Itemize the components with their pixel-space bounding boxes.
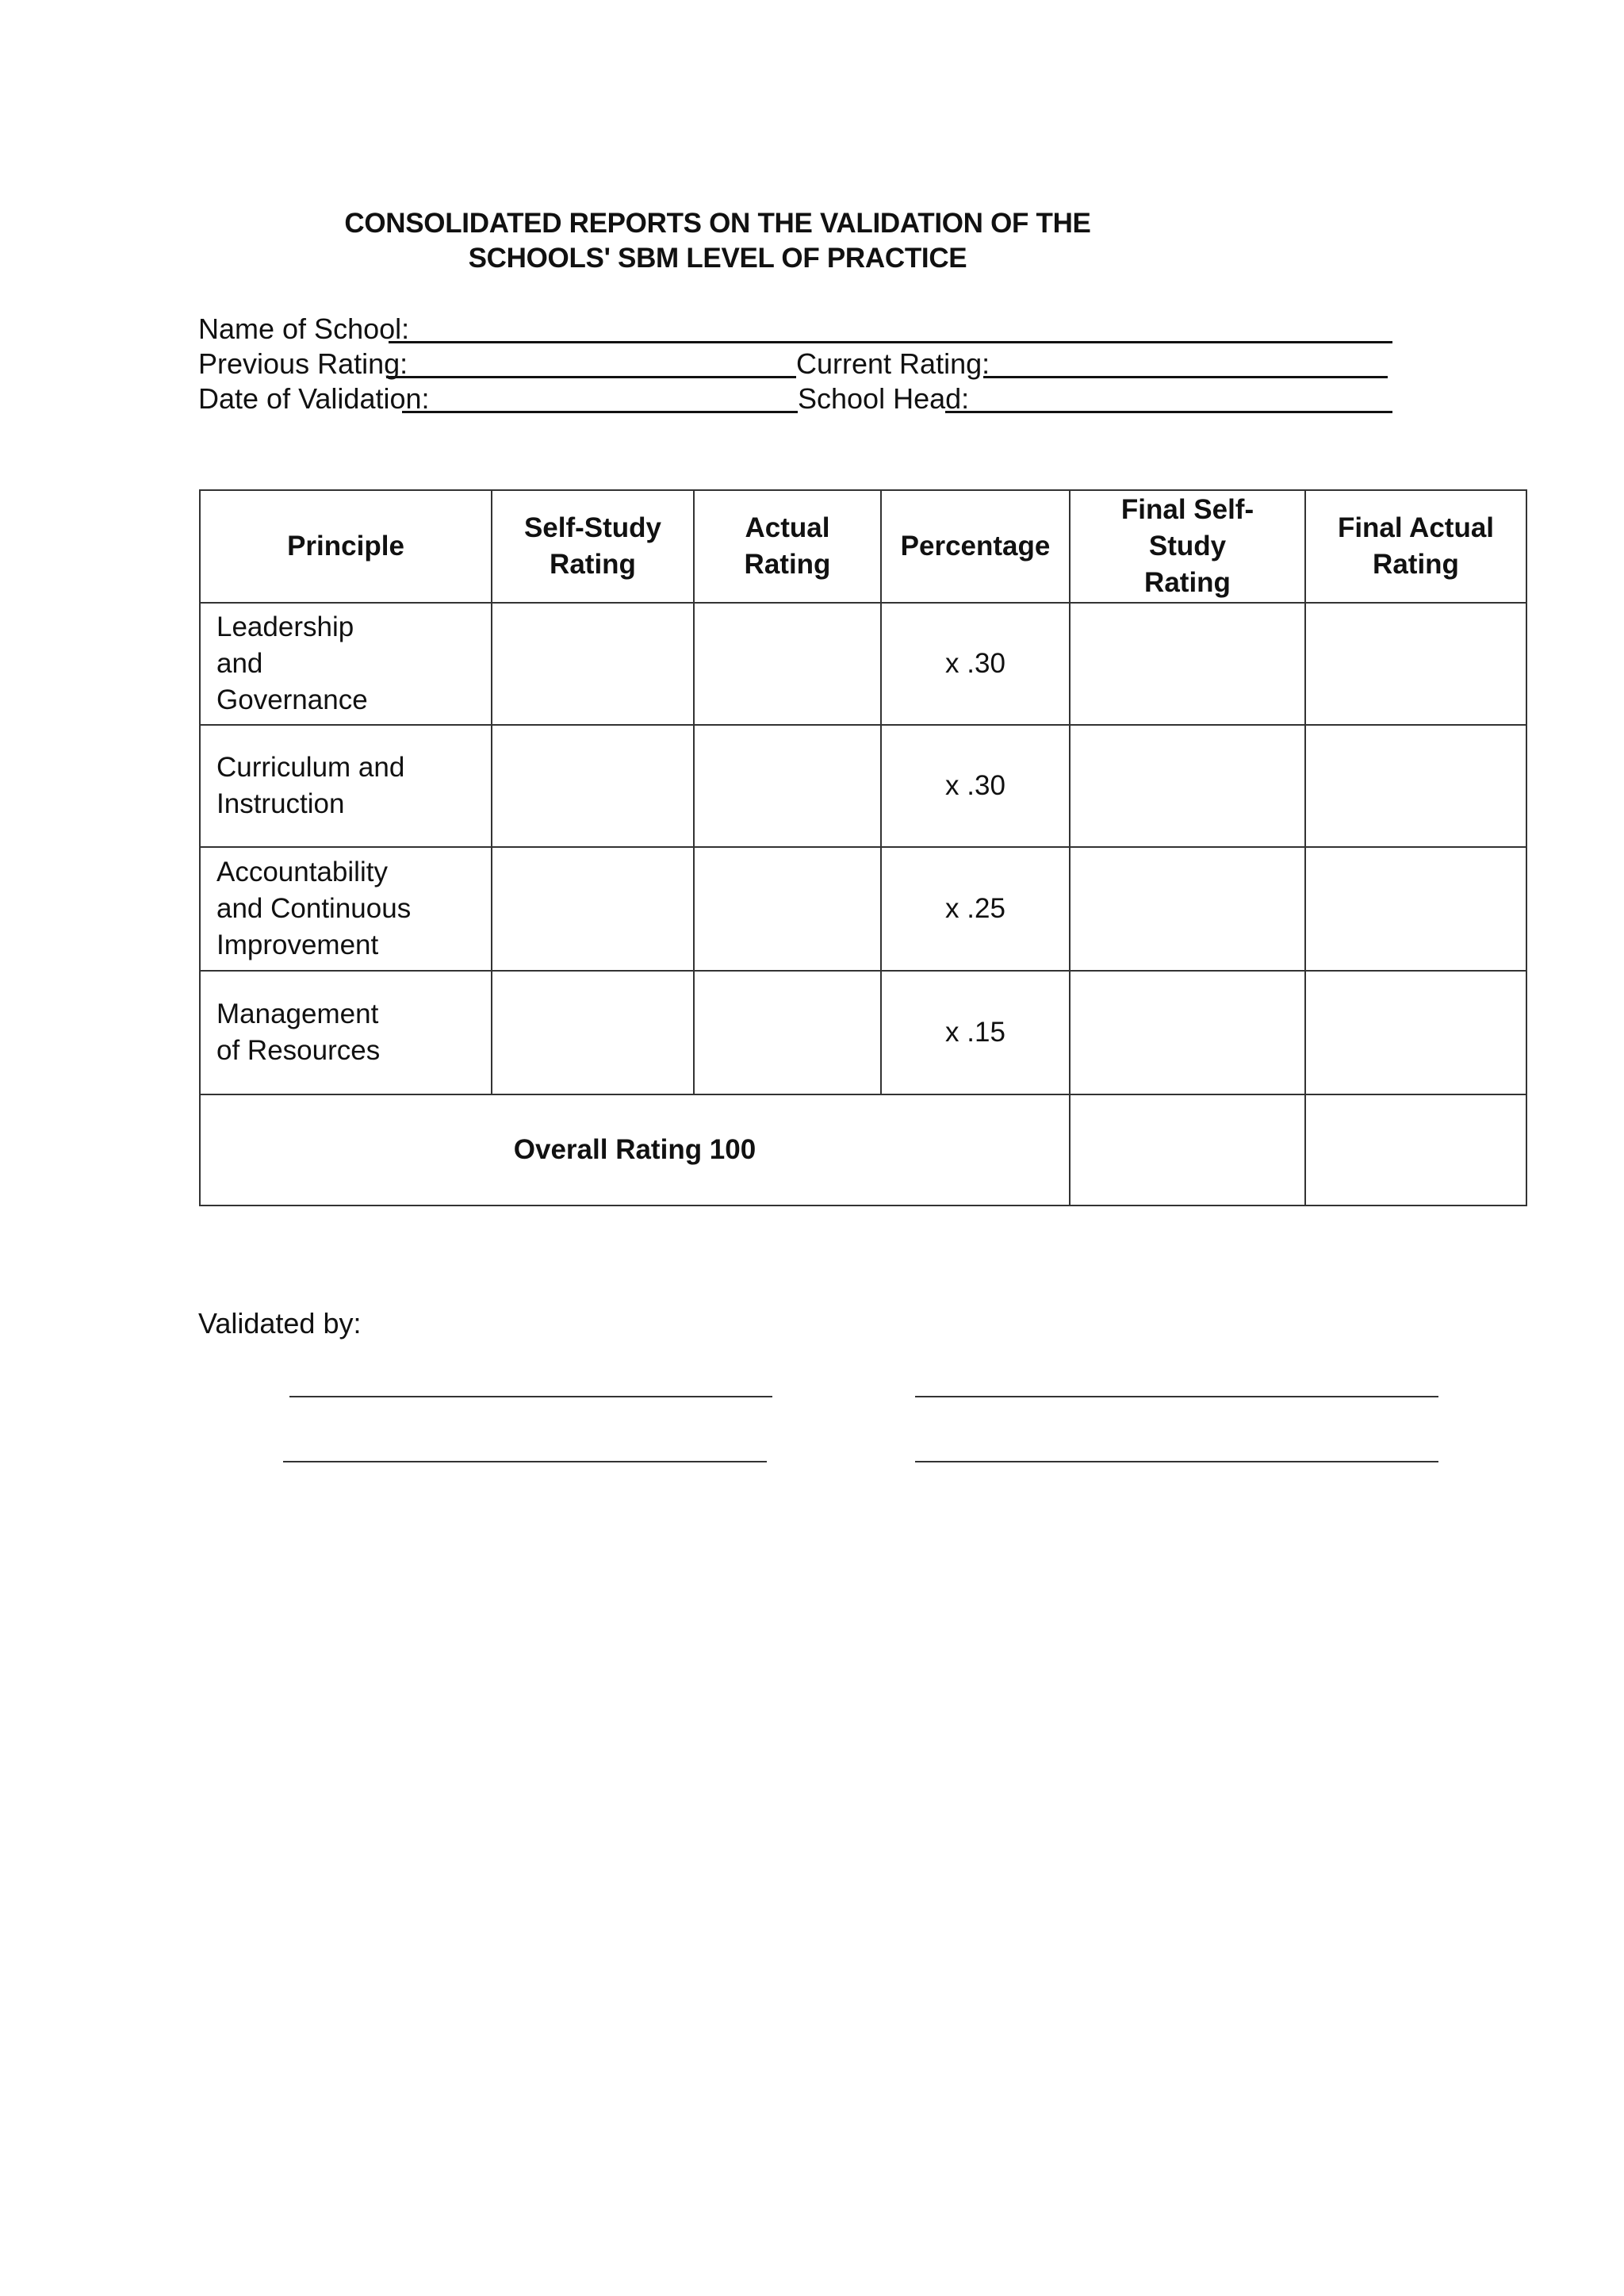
document-title-line2: SCHOOLS' SBM LEVEL OF PRACTICE [468,243,967,274]
previous-rating-field[interactable] [386,376,796,378]
percentage-cell: x .30 [881,725,1070,847]
principle-cell [200,847,492,971]
validated-by-label: Validated by: [198,1307,362,1340]
ratings-table [199,489,1527,1206]
header-self-study-rating [492,490,694,603]
header-actual-rating [694,490,881,603]
principle-text: Management of Resources [216,999,381,1066]
header-final-actual-rating [1305,490,1526,603]
final-self-study-rating-cell[interactable] [1070,725,1305,847]
signature-line-1[interactable] [289,1396,772,1397]
final-actual-rating-cell[interactable] [1305,971,1526,1094]
percentage-cell: x .30 [881,603,1070,725]
overall-final-self-study-rating-cell[interactable] [1070,1094,1305,1205]
self-study-rating-cell[interactable] [492,847,694,971]
final-actual-rating-cell[interactable] [1305,603,1526,725]
header-final-actual-rating-text: Final Actual Rating [1337,512,1495,580]
document-title-line1: CONSOLIDATED REPORTS ON THE VALIDATION OF THE [344,208,1091,239]
header-final-self-study-rating [1070,490,1305,603]
self-study-rating-cell[interactable] [492,725,694,847]
final-actual-rating-cell[interactable] [1305,847,1526,971]
table-row [200,847,1526,971]
overall-final-actual-rating-cell[interactable] [1305,1094,1526,1205]
actual-rating-cell[interactable] [694,725,881,847]
table-row [200,971,1526,1094]
principle-text: Leadership and Governance [216,611,368,715]
date-of-validation-field[interactable] [402,411,798,413]
final-self-study-rating-cell[interactable] [1070,971,1305,1094]
name-of-school-field[interactable] [389,341,1392,343]
header-principle: Principle [200,490,492,603]
principle-text: Curriculum and Instruction [216,752,405,819]
date-of-validation-label: Date of Validation: [198,382,430,415]
school-head-label: School Head: [798,382,970,415]
name-of-school-label: Name of School: [198,312,410,345]
final-actual-rating-cell[interactable] [1305,725,1526,847]
signature-line-3[interactable] [283,1461,767,1462]
table-row [200,603,1526,725]
table-header-row [200,490,1526,603]
signature-line-2[interactable] [915,1396,1438,1397]
principle-cell [200,971,492,1094]
overall-rating-label: Overall Rating 100 [200,1094,1070,1205]
self-study-rating-cell[interactable] [492,603,694,725]
overall-rating-row [200,1094,1526,1205]
header-self-study-rating-text: Self-Study Rating [523,512,662,580]
header-final-self-study-rating-text: Final Self-Study Rating [1120,494,1254,598]
signature-line-4[interactable] [915,1461,1438,1462]
principle-text: Accountability and Continuous Improvement [216,857,412,960]
table-row [200,725,1526,847]
current-rating-field[interactable] [983,376,1388,378]
actual-rating-cell[interactable] [694,603,881,725]
principle-cell [200,603,492,725]
current-rating-label: Current Rating: [796,347,990,380]
header-percentage: Percentage [881,490,1070,603]
principle-cell [200,725,492,847]
final-self-study-rating-cell[interactable] [1070,847,1305,971]
header-actual-rating-text: Actual Rating [744,512,831,580]
previous-rating-label: Previous Rating: [198,347,408,380]
final-self-study-rating-cell[interactable] [1070,603,1305,725]
actual-rating-cell[interactable] [694,847,881,971]
percentage-cell: x .25 [881,847,1070,971]
school-head-field[interactable] [945,411,1392,413]
self-study-rating-cell[interactable] [492,971,694,1094]
actual-rating-cell[interactable] [694,971,881,1094]
percentage-cell: x .15 [881,971,1070,1094]
